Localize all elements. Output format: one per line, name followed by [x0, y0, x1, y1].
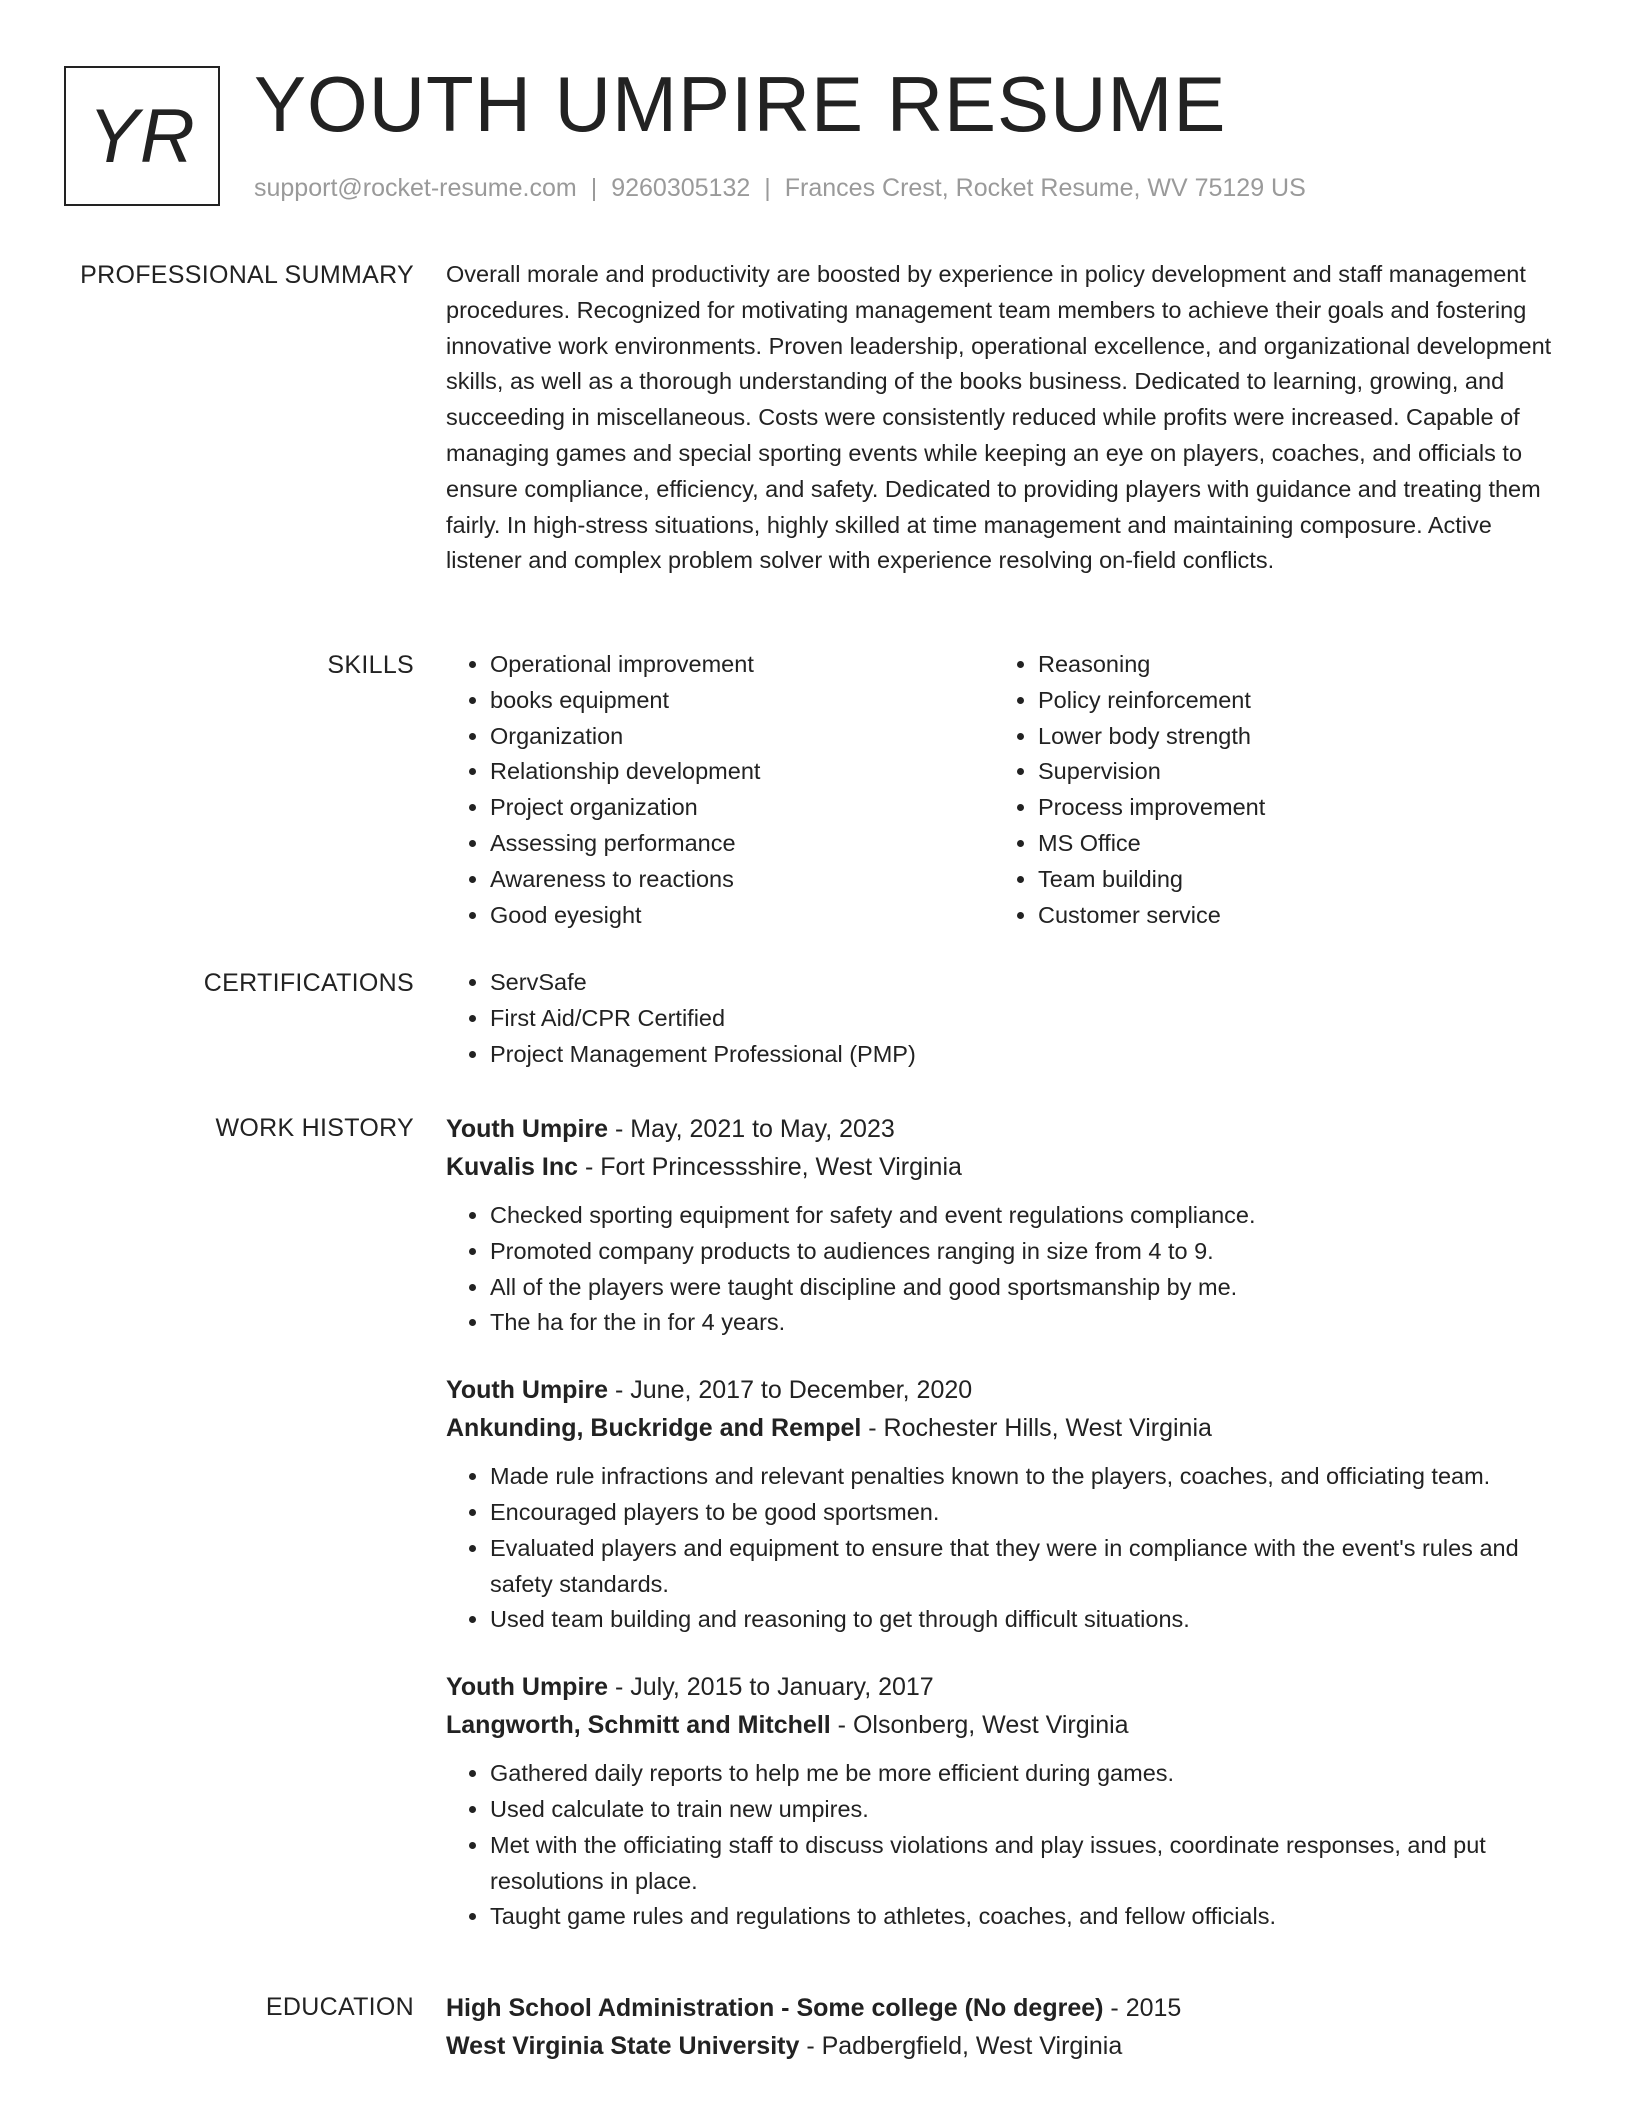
monogram-badge: YR: [64, 66, 220, 206]
job-title-line: [446, 1371, 1556, 1409]
skills-list-right: [994, 647, 1598, 933]
resume-title: YOUTH UMPIRE RESUME: [254, 60, 1227, 148]
job-dates: - July, 2015 to January, 2017: [608, 1673, 934, 1702]
skill-item: • Project organization: [490, 790, 1038, 826]
job-bullet: • Checked sporting equipment for safety and event regulations compliance.: [490, 1198, 1556, 1234]
job-bullet: • Evaluated players and equipment to ensure that they were in compliance with the event's rules and safety standards.: [490, 1531, 1556, 1603]
skill-item: • Policy reinforcement: [1038, 683, 1598, 719]
skill-item: • Lower body strength: [1038, 719, 1598, 755]
job-bullet: • Gathered daily reports to help me be more efficient during games.: [490, 1756, 1556, 1792]
job-company: Langworth, Schmitt and Mitchell: [446, 1711, 831, 1740]
skills-list-left: [446, 647, 1038, 933]
certification-item: • First Aid/CPR Certified: [490, 1001, 1556, 1037]
job-company: Kuvalis Inc: [446, 1153, 578, 1181]
job-title-line: [446, 1110, 1556, 1148]
skill-item: • Relationship development: [490, 754, 1038, 790]
certifications-body: [446, 965, 1556, 1072]
education-year: - 2015: [1103, 1994, 1182, 2022]
skill-item: • books equipment: [490, 683, 1038, 719]
skill-item: • Process improvement: [1038, 790, 1598, 826]
education-label: EDUCATION: [265, 1993, 414, 2021]
job-bullet: • Used calculate to train new umpires.: [490, 1792, 1556, 1828]
job-location: - Rochester Hills, West Virginia: [861, 1414, 1212, 1443]
job-company: Ankunding, Buckridge and Rempel: [446, 1414, 862, 1443]
skill-item: • Operational improvement: [490, 647, 1038, 683]
contact-phone: 9260305132: [611, 174, 751, 202]
skill-item: • Team building: [1038, 862, 1598, 898]
work-history-body: [446, 1110, 1556, 1965]
education-degree: High School Administration - Some college (No degree): [446, 1994, 1104, 2022]
contact-email: support@rocket-resume.com: [254, 174, 577, 202]
job-company-line: [446, 1409, 1556, 1447]
job-bullet: • Promoted company products to audiences ranging in size from 4 to 9.: [490, 1234, 1556, 1270]
skills-body: [446, 647, 1556, 937]
job-company-line: [446, 1148, 1556, 1186]
job-title: Youth Umpire: [446, 1673, 609, 1702]
job-bullet: • Encouraged players to be good sportsmen.: [490, 1495, 1556, 1531]
job-location: - Olsonberg, West Virginia: [830, 1711, 1129, 1740]
education-body: [446, 1989, 1556, 2065]
job-bullet: • Made rule infractions and relevant penalties known to the players, coaches, and officiating team.: [490, 1459, 1556, 1495]
job-bullet: • Used team building and reasoning to get through difficult situations.: [490, 1602, 1556, 1638]
contact-separator: |: [764, 174, 771, 202]
job-dates: - June, 2017 to December, 2020: [608, 1376, 973, 1405]
resume-header: [64, 60, 1584, 214]
job-title: Youth Umpire: [446, 1376, 609, 1405]
job-bullet: • The ha for the in for 4 years.: [490, 1305, 1556, 1341]
skill-item: • Supervision: [1038, 754, 1598, 790]
contact-line: [254, 174, 1306, 203]
job-bullet: • Met with the officiating staff to discuss violations and play issues, coordinate responses, and put resolutions in place.: [490, 1828, 1556, 1900]
summary-body: [446, 257, 1556, 579]
job-bullets: [446, 1459, 1556, 1638]
job-entry: [446, 1110, 1556, 1341]
certification-item: • Project Management Professional (PMP): [490, 1037, 1556, 1073]
job-bullets: [446, 1756, 1556, 1935]
job-bullet: • All of the players were taught discipline and good sportsmanship by me.: [490, 1270, 1556, 1306]
education-school: West Virginia State University: [446, 2032, 800, 2060]
skills-label: SKILLS: [327, 651, 414, 679]
job-title: Youth Umpire: [446, 1115, 609, 1143]
skill-item: • MS Office: [1038, 826, 1598, 862]
skill-item: • Good eyesight: [490, 898, 1038, 934]
job-entry: [446, 1668, 1556, 1935]
work-history-label: WORK HISTORY: [215, 1114, 414, 1142]
job-title-line: [446, 1668, 1556, 1706]
contact-separator: |: [590, 174, 598, 202]
certification-item: • ServSafe: [490, 965, 1556, 1001]
job-location: - Fort Princessshire, West Virginia: [578, 1153, 962, 1181]
education-degree-line: [446, 1989, 1556, 2027]
summary-label: PROFESSIONAL SUMMARY: [80, 261, 414, 289]
contact-address: Frances Crest, Rocket Resume, WV 75129 US: [784, 174, 1306, 202]
job-bullets: [446, 1198, 1556, 1341]
job-entry: [446, 1371, 1556, 1638]
summary-text: Overall morale and productivity are boosted by experience in policy development and staff management procedures. Recognized for motivating management team members to achieve their goals and fostering innovative work environments. Proven leadership, operational excellence, and organizational development skills, as well as a thorough understanding of the books business. Dedicated to learning, growing, and succeeding in miscellaneous. Costs were consistently reduced while profits were increased. Capable of managing games and special sporting events while keeping an eye on players, coaches, and officials to ensure compliance, efficiency, and safety. Dedicated to providing players with guidance and treating them fairly. In high-stress situations, highly skilled at time management and maintaining composure. Active listener and complex problem solver with experience resolving on-field conflicts.: [446, 261, 1552, 574]
skill-item: • Customer service: [1038, 898, 1598, 934]
skill-item: • Organization: [490, 719, 1038, 755]
skill-item: • Assessing performance: [490, 826, 1038, 862]
education-location: - Padbergfield, West Virginia: [799, 2032, 1123, 2060]
job-bullet: • Taught game rules and regulations to athletes, coaches, and fellow officials.: [490, 1899, 1556, 1935]
skill-item: • Awareness to reactions: [490, 862, 1038, 898]
certifications-label: CERTIFICATIONS: [203, 969, 414, 997]
job-dates: - May, 2021 to May, 2023: [608, 1115, 895, 1143]
certifications-list: [446, 965, 1556, 1072]
education-school-line: [446, 2027, 1556, 2065]
skill-item: • Reasoning: [1038, 647, 1598, 683]
job-company-line: [446, 1706, 1556, 1744]
